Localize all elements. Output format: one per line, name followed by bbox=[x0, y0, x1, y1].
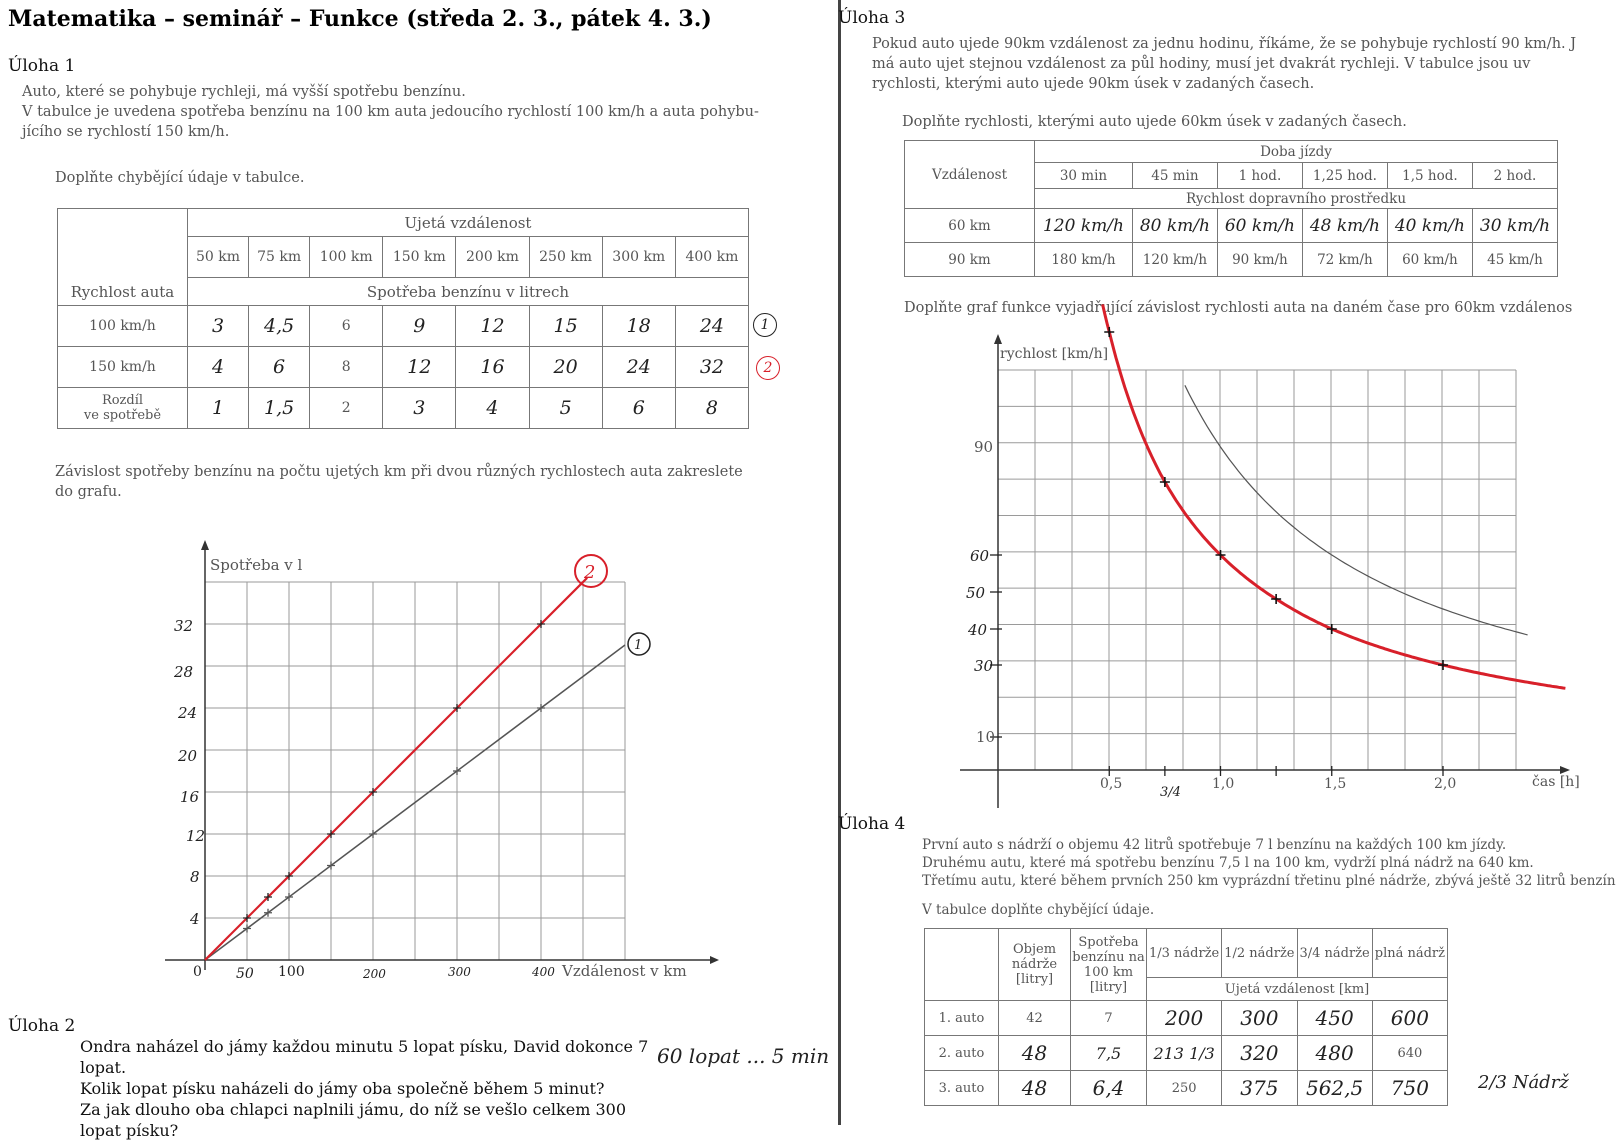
graph1-xlabel: Vzdálenost v km bbox=[562, 962, 687, 980]
t1-row-label: 150 km/h bbox=[58, 347, 188, 388]
task3-intro-line1: Pokud auto ujede 90km vzdálenost za jednu hodinu, říkáme, že se pohybuje rychlostí 90 km/h. J bbox=[872, 36, 1577, 52]
g3-ytick: 40 bbox=[968, 621, 988, 639]
t3-cell: 120 km/h bbox=[1035, 209, 1133, 243]
t4-h-third: 1/3 nádrže bbox=[1147, 929, 1222, 978]
curve-60km bbox=[1103, 304, 1566, 688]
t1-cell: 9 bbox=[383, 306, 456, 347]
t1-col: 150 km bbox=[383, 237, 456, 278]
t1-cell: 8 bbox=[310, 347, 383, 388]
series-150kmh-line bbox=[205, 578, 587, 960]
task2-heading: Úloha 2 bbox=[8, 1016, 76, 1036]
graph1-ylabel: Spotřeba v l bbox=[210, 556, 303, 574]
task4-side-note: 2/3 Nádrž bbox=[1478, 1072, 1569, 1093]
g3-ytick: 60 bbox=[970, 547, 990, 565]
g1-xtick: 300 bbox=[448, 965, 471, 979]
g1-xtick: 200 bbox=[363, 967, 386, 981]
task2-text bbox=[80, 1036, 660, 1141]
g3-ytick: 50 bbox=[966, 584, 986, 602]
g3-xtick: 0,5 bbox=[1100, 776, 1123, 792]
t3-cell: 180 km/h bbox=[1035, 243, 1133, 277]
t4-cell: 375 bbox=[1222, 1071, 1297, 1106]
t1-cell: 2 bbox=[310, 388, 383, 429]
t3-cell: 30 km/h bbox=[1472, 209, 1557, 243]
g3-xtick: 1,0 bbox=[1212, 776, 1235, 792]
t1-col: 250 km bbox=[529, 237, 602, 278]
g1-ytick: 24 bbox=[178, 704, 198, 722]
t1-cell: 3 bbox=[383, 388, 456, 429]
t3-col: 30 min bbox=[1035, 163, 1133, 189]
g3-ytick: 90 bbox=[974, 438, 994, 456]
g3-xtick: 2,0 bbox=[1434, 776, 1457, 792]
t4-cell: 300 bbox=[1222, 1001, 1297, 1036]
t1-diff-label-1: Rozdíl bbox=[101, 393, 144, 408]
t1-cell: 18 bbox=[602, 306, 675, 347]
t1-col: 300 km bbox=[602, 237, 675, 278]
t3-col: 45 min bbox=[1132, 163, 1217, 189]
t1-col: 50 km bbox=[188, 237, 249, 278]
t1-cell: 6 bbox=[310, 306, 383, 347]
consumption-graph bbox=[160, 540, 720, 990]
t1-cell: 3 bbox=[188, 306, 249, 347]
task4-text bbox=[922, 836, 1616, 890]
g3-x-arrow bbox=[1560, 766, 1570, 774]
task4-line3: Třetímu autu, které během prvních 250 km vyprázdní třetinu plné nádrže, zbývá ještě 32 litrů benzín bbox=[922, 873, 1616, 889]
t4-sub-header: Ujetá vzdálenost [km] bbox=[1147, 978, 1448, 1001]
t4-corner bbox=[925, 929, 999, 1001]
task1-table bbox=[57, 208, 749, 429]
task2-line2: Kolik lopat písku naházeli do jámy oba společně během 5 minut? bbox=[80, 1079, 605, 1098]
t4-cell: 7,5 bbox=[1071, 1036, 1147, 1071]
g1-ytick: 8 bbox=[190, 868, 200, 886]
t4-cell: 750 bbox=[1372, 1071, 1447, 1106]
t4-row-label: 2. auto bbox=[925, 1036, 999, 1071]
t1-row-header: Rychlost auta bbox=[58, 209, 188, 306]
t1-cell: 32 bbox=[675, 347, 748, 388]
t1-cell: 4,5 bbox=[249, 306, 310, 347]
t1-col: 100 km bbox=[310, 237, 383, 278]
g3-y-arrow bbox=[994, 334, 1002, 344]
t1-cell: 6 bbox=[249, 347, 310, 388]
g1-y-arrow bbox=[201, 540, 209, 550]
t1-cell: 12 bbox=[383, 347, 456, 388]
t3-cell: 60 km/h bbox=[1217, 209, 1302, 243]
g1-ytick: 16 bbox=[180, 788, 200, 806]
task3-intro bbox=[872, 34, 1592, 94]
task2-line3: Za jak dlouho oba chlapci naplnili jámu, do níž se vešlo celkem 300 lopat písku? bbox=[80, 1100, 626, 1140]
t1-group-header: Ujetá vzdálenost bbox=[188, 209, 749, 237]
t1-cell: 1 bbox=[188, 388, 249, 429]
t1-row-label: 100 km/h bbox=[58, 306, 188, 347]
t1-row-label bbox=[58, 388, 188, 429]
task3-intro-line2: má auto ujet stejnou vzdálenost za půl hodiny, musí jet dvakrát rychleji. V tabulce jsou uv bbox=[872, 56, 1531, 72]
row-mark-1: 1 bbox=[753, 313, 777, 337]
task3-instruction: Doplňte rychlosti, kterými auto ujede 60km úsek v zadaných časech. bbox=[902, 114, 1407, 130]
t3-cell: 80 km/h bbox=[1132, 209, 1217, 243]
t1-cell: 5 bbox=[529, 388, 602, 429]
t3-col: 1,25 hod. bbox=[1302, 163, 1387, 189]
t1-cell: 8 bbox=[675, 388, 748, 429]
t3-cell: 40 km/h bbox=[1387, 209, 1472, 243]
graph3-xlabel: čas [h] bbox=[1532, 774, 1580, 790]
t1-cell: 24 bbox=[602, 347, 675, 388]
row-mark-2: 2 bbox=[756, 356, 780, 380]
task4-instruction: V tabulce doplňte chybějící údaje. bbox=[922, 902, 1155, 918]
line1-label: 1 bbox=[634, 638, 643, 653]
task1-instruction: Doplňte chybějící údaje v tabulce. bbox=[55, 170, 305, 186]
g1-xtick: 400 bbox=[532, 965, 555, 979]
t4-cell: 640 bbox=[1372, 1036, 1447, 1071]
t4-h-consumption: Spotřeba benzínu na 100 km [litry] bbox=[1071, 929, 1147, 1001]
t4-h-volume: Objem nádrže [litry] bbox=[999, 929, 1071, 1001]
task1-intro-line2: V tabulce je uvedena spotřeba benzínu na 100 km auta jedoucího rychlostí 100 km/h a auta pohybu- bbox=[22, 104, 759, 120]
task4-line1: První auto s nádrží o objemu 42 litrů spotřebuje 7 l benzínu na každých 100 km jízdy. bbox=[922, 837, 1507, 853]
task2-answer: 60 lopat ... 5 min bbox=[657, 1044, 830, 1068]
t3-row-label: 60 km bbox=[905, 209, 1035, 243]
t1-cell: 20 bbox=[529, 347, 602, 388]
g3-xtick: 1,5 bbox=[1324, 776, 1347, 792]
t1-cell: 4 bbox=[188, 347, 249, 388]
task1-graph-instruction bbox=[55, 462, 825, 502]
g1-ytick: 28 bbox=[174, 663, 194, 681]
g3-ytick: 10 bbox=[976, 728, 996, 746]
g1-xtick: 50 bbox=[236, 966, 254, 982]
data-point-marker bbox=[1104, 327, 1114, 337]
task1-intro bbox=[22, 82, 822, 142]
task3-graph-instruction: Doplňte graf funkce vyjadřující závislost rychlosti auta na daném čase pro 60km vzdálenos bbox=[904, 300, 1573, 316]
t4-cell: 480 bbox=[1297, 1036, 1372, 1071]
t4-cell: 48 bbox=[999, 1036, 1071, 1071]
t1-diff-label-2: ve spotřebě bbox=[83, 408, 162, 423]
task4-heading: Úloha 4 bbox=[838, 814, 906, 834]
t4-h-full: plná nádrž bbox=[1372, 929, 1447, 978]
t3-sub-header: Rychlost dopravního prostředku bbox=[1035, 189, 1558, 209]
g1-x-arrow bbox=[710, 956, 719, 964]
t4-cell: 450 bbox=[1297, 1001, 1372, 1036]
g3-xtick: 3/4 bbox=[1160, 785, 1181, 800]
page-title: Matematika – seminář – Funkce (středa 2. 3., pátek 4. 3.) bbox=[8, 6, 712, 32]
t4-h-threequarter: 3/4 nádrže bbox=[1297, 929, 1372, 978]
data-point-marker bbox=[1438, 660, 1448, 670]
line2-label: 2 bbox=[584, 562, 596, 583]
task3-heading: Úloha 3 bbox=[838, 8, 906, 28]
t3-cell: 90 km/h bbox=[1217, 243, 1302, 277]
t4-h-half: 1/2 nádrže bbox=[1222, 929, 1297, 978]
task3-intro-line3: rychlosti, kterými auto ujede 90km úsek v zadaných časech. bbox=[872, 76, 1315, 92]
t3-group-header: Doba jízdy bbox=[1035, 141, 1558, 163]
t4-cell: 7 bbox=[1071, 1001, 1147, 1036]
t1-col: 200 km bbox=[456, 237, 529, 278]
graph3-grid bbox=[998, 370, 1516, 770]
page-divider bbox=[838, 0, 841, 1125]
t3-row-header: Vzdálenost bbox=[905, 141, 1035, 209]
t4-cell: 6,4 bbox=[1071, 1071, 1147, 1106]
graph3-curves bbox=[1103, 304, 1566, 688]
t3-col: 1 hod. bbox=[1217, 163, 1302, 189]
task1-intro-line3: jícího se rychlostí 150 km/h. bbox=[22, 124, 230, 140]
t3-cell: 72 km/h bbox=[1302, 243, 1387, 277]
graph3-ylabel: rychlost [km/h] bbox=[1000, 346, 1109, 362]
g1-xtick: 0 bbox=[193, 964, 202, 980]
t4-cell: 320 bbox=[1222, 1036, 1297, 1071]
task1-heading: Úloha 1 bbox=[8, 56, 76, 76]
task1-intro-line1: Auto, které se pohybuje rychleji, má vyšší spotřebu benzínu. bbox=[22, 84, 466, 100]
g3-ytick: 30 bbox=[974, 657, 994, 675]
t4-row-label: 3. auto bbox=[925, 1071, 999, 1106]
t3-cell: 45 km/h bbox=[1472, 243, 1557, 277]
curve-90km bbox=[1185, 385, 1528, 635]
t4-cell: 48 bbox=[999, 1071, 1071, 1106]
t3-row-label: 90 km bbox=[905, 243, 1035, 277]
t4-cell: 200 bbox=[1147, 1001, 1222, 1036]
t4-cell: 600 bbox=[1372, 1001, 1447, 1036]
t1-col: 75 km bbox=[249, 237, 310, 278]
t1-cell: 4 bbox=[456, 388, 529, 429]
t4-cell: 213 1/3 bbox=[1147, 1036, 1222, 1071]
t3-col: 1,5 hod. bbox=[1387, 163, 1472, 189]
task3-table bbox=[904, 140, 1558, 277]
graph1-grid bbox=[205, 582, 625, 960]
t4-cell: 562,5 bbox=[1297, 1071, 1372, 1106]
t4-row-label: 1. auto bbox=[925, 1001, 999, 1036]
graph1-axes bbox=[165, 540, 719, 970]
task4-line2: Druhému autu, které má spotřebu benzínu 7,5 l na 100 km, vydrží plná nádrž na 640 km. bbox=[922, 855, 1534, 871]
task2-line1: Ondra naházel do jámy každou minutu 5 lopat písku, David dokonce 7 lopat. bbox=[80, 1037, 649, 1077]
t4-cell: 42 bbox=[999, 1001, 1071, 1036]
t1-cell: 1,5 bbox=[249, 388, 310, 429]
task4-table bbox=[924, 928, 1448, 1106]
t1-cell: 24 bbox=[675, 306, 748, 347]
t3-cell: 60 km/h bbox=[1387, 243, 1472, 277]
t1-cell: 6 bbox=[602, 388, 675, 429]
t1-cell: 15 bbox=[529, 306, 602, 347]
task1-graph-instr-1: Závislost spotřeby benzínu na počtu ujetých km při dvou různých rychlostech auta zakreslete bbox=[55, 464, 743, 480]
g1-xtick: 100 bbox=[278, 964, 305, 980]
t3-col: 2 hod. bbox=[1472, 163, 1557, 189]
g1-ytick: 12 bbox=[186, 827, 206, 845]
speed-time-graph bbox=[950, 330, 1596, 810]
g1-ytick: 32 bbox=[174, 617, 194, 635]
task1-graph-instr-2: do grafu. bbox=[55, 484, 122, 500]
t1-sub-header: Spotřeba benzínu v litrech bbox=[188, 278, 749, 306]
t3-cell: 48 km/h bbox=[1302, 209, 1387, 243]
t3-cell: 120 km/h bbox=[1132, 243, 1217, 277]
t4-cell: 250 bbox=[1147, 1071, 1222, 1106]
g1-ytick: 20 bbox=[178, 747, 198, 765]
t1-col: 400 km bbox=[675, 237, 748, 278]
t1-cell: 12 bbox=[456, 306, 529, 347]
data-point-marker bbox=[1327, 624, 1337, 634]
g1-ytick: 4 bbox=[190, 910, 200, 928]
t1-cell: 16 bbox=[456, 347, 529, 388]
